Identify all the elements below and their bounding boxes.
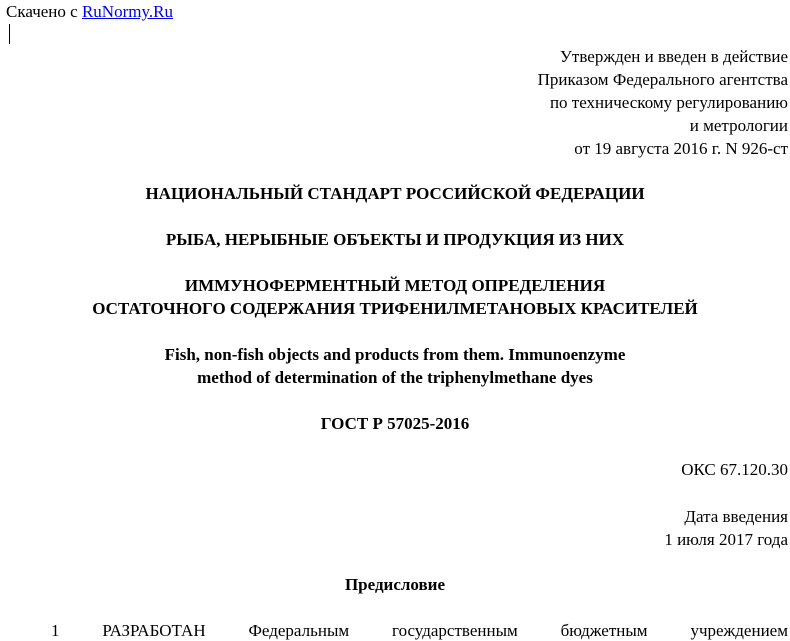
title-en-line-1: Fish, non-fish objects and products from them. Immunoenzyme <box>164 345 626 364</box>
runormy-link[interactable]: RuNormy.Ru <box>81 2 173 21</box>
foreword-word: РАЗРАБОТАН <box>102 621 206 640</box>
title-en-line-2: method of determination of the triphenylmethane dyes <box>197 368 593 387</box>
gost-number: ГОСТ Р 57025-2016 <box>320 414 470 433</box>
foreword-item-number: 1 <box>51 621 60 640</box>
text-cursor <box>9 24 10 44</box>
foreword-word: государственным <box>392 621 518 640</box>
foreword-heading: Предисловие <box>344 575 446 594</box>
foreword-word: бюджетным <box>560 621 648 640</box>
foreword-word: Федеральным <box>248 621 350 640</box>
download-note <box>6 2 173 22</box>
approval-line-2: Приказом Федерального агентства <box>537 70 788 89</box>
oks-code: ОКС 67.120.30 <box>681 460 788 479</box>
title-ru-line-1: РЫБА, НЕРЫБНЫЕ ОБЪЕКТЫ И ПРОДУКЦИЯ ИЗ НИХ <box>165 230 625 249</box>
download-prefix: Скачено с <box>6 2 82 21</box>
approval-line-4: и метрологии <box>689 116 788 135</box>
foreword-word: учреждением <box>690 621 788 640</box>
approval-line-5: от 19 августа 2016 г. N 926-ст <box>574 139 788 158</box>
intro-date-label: Дата введения <box>684 507 788 526</box>
approval-line-1: Утвержден и введен в действие <box>559 47 788 66</box>
approval-line-3: по техническому регулированию <box>549 93 788 112</box>
intro-date-value: 1 июля 2017 года <box>664 530 788 549</box>
foreword-item-1 <box>51 621 788 641</box>
title-ru-line-3: ОСТАТОЧНОГО СОДЕРЖАНИЯ ТРИФЕНИЛМЕТАНОВЫХ КРАСИТЕЛЕЙ <box>92 299 698 318</box>
title-ru-line-2: ИММУНОФЕРМЕНТНЫЙ МЕТОД ОПРЕДЕЛЕНИЯ <box>184 276 606 295</box>
standard-type-heading: НАЦИОНАЛЬНЫЙ СТАНДАРТ РОССИЙСКОЙ ФЕДЕРАЦИИ <box>145 184 645 203</box>
